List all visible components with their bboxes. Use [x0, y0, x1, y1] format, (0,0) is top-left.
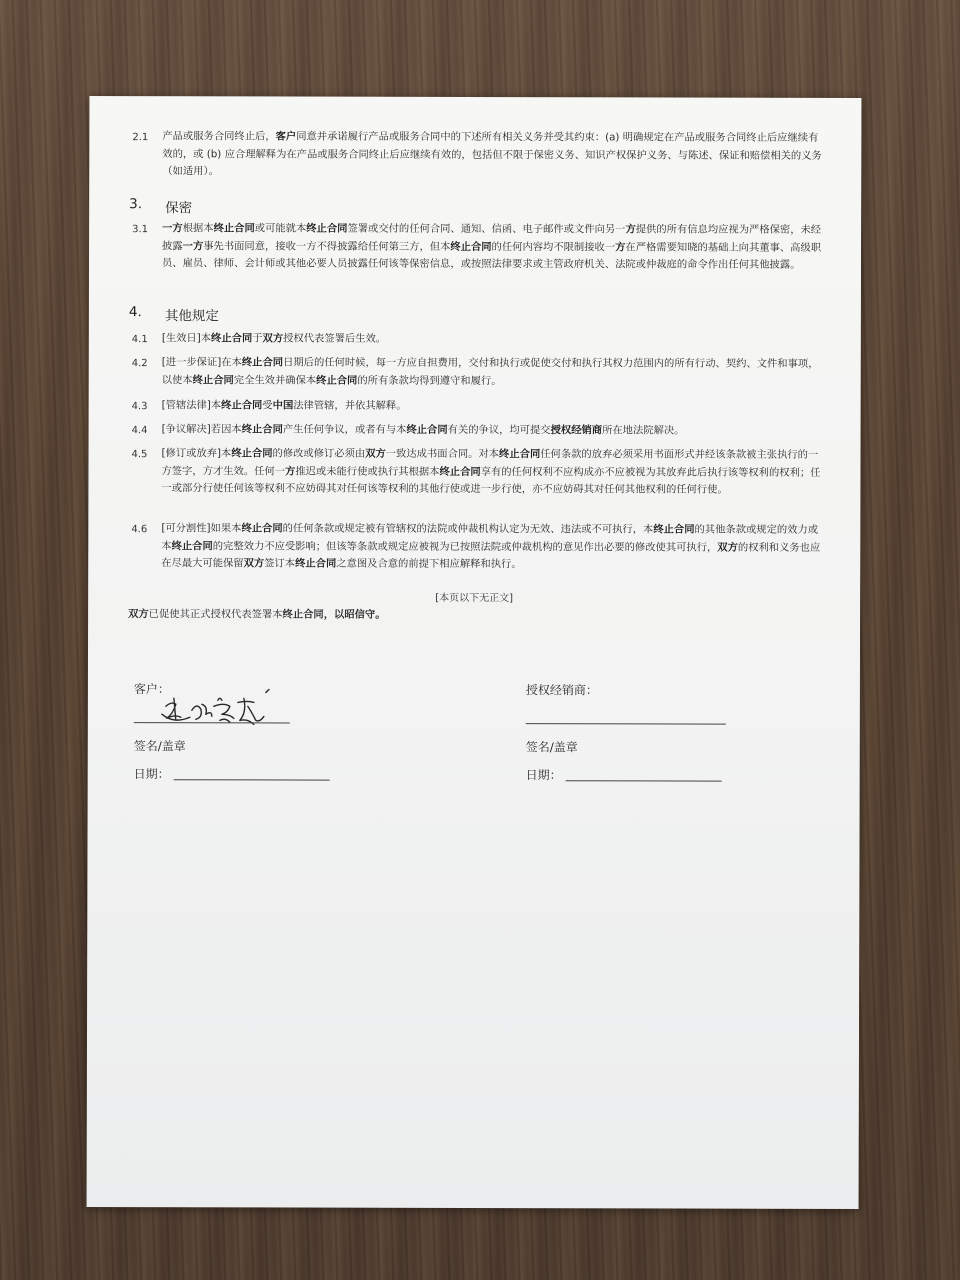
- emphasized-term: 终止合同: [295, 557, 337, 570]
- text-run: 已促使其正式授权代表签署本: [148, 608, 283, 621]
- text-run: [管辖法律]本: [161, 399, 222, 412]
- clause-4-6-text: [161, 520, 821, 574]
- text-run: [争议解决]若因本: [161, 423, 242, 436]
- emphasized-term: 方: [625, 223, 636, 236]
- emphasized-term: 终止合同，以昭信守。: [282, 608, 386, 621]
- dealer-label: 授权经销商：: [525, 683, 598, 698]
- closing-statement: [128, 605, 385, 621]
- text-run: [进一步保证]在本: [161, 356, 242, 369]
- clause-number-4-5: 4.5: [131, 449, 148, 461]
- emphasized-term: 终止合同: [192, 373, 234, 386]
- text-run: 提供的所有信息均应视为严格保密，未经披露: [162, 223, 822, 252]
- text-run: 于: [252, 332, 263, 345]
- emphasized-term: 方: [615, 240, 626, 253]
- customer-date-line: [174, 779, 330, 780]
- text-run: 的任何条款或规定被有管辖权的法院或仲裁机构认定为无效、违法或不可执行，本: [282, 522, 654, 536]
- text-run: [修订或放弃]本: [161, 447, 232, 460]
- section-3-title: 保密: [165, 200, 193, 217]
- text-run: 或可能就本: [254, 222, 307, 235]
- text-run: [生效日]本: [161, 332, 212, 345]
- customer-sign-seal-label: 签名/盖章: [133, 739, 186, 754]
- text-run: 签署或交付的任何合同、通知、信函、电子邮件或文件向另一: [347, 222, 626, 236]
- emphasized-term: 一方: [182, 239, 204, 252]
- text-run: 产品或服务合同终止后，: [162, 130, 276, 143]
- dealer-sign-seal-label: 签名/盖章: [525, 740, 578, 755]
- clause-4-2-text: [162, 354, 822, 391]
- text-run: 之意图及合意的前提下相应解释和执行。: [336, 557, 522, 571]
- emphasized-term: 终止合同: [211, 332, 253, 345]
- text-run: 在严格需要知晓的基础上向其董事、高级职员、雇员、律师、会计师或其他必要人员披露任何该等保密信息，或按照法律要求或主管政府机关、法院或仲裁庭的命令作出任何其他披露。: [162, 240, 822, 271]
- clause-number-2-1: 2.1: [132, 132, 149, 144]
- emphasized-term: 双方: [128, 608, 149, 621]
- text-run: 有关的争议，均可提交: [447, 423, 551, 437]
- emphasized-term: 终止合同: [231, 447, 273, 460]
- text-run: 所在地法院解决。: [602, 424, 685, 437]
- text-run: 一致达成书面合同。对本: [385, 447, 500, 461]
- section-4-title: 其他规定: [164, 308, 219, 325]
- emphasized-term: 方: [285, 465, 296, 478]
- emphasized-term: 终止合同: [241, 356, 284, 369]
- text-run: 的修改或修订必须由: [272, 447, 366, 460]
- text-run: 产生任何争议，或者有与本: [282, 423, 407, 436]
- text-run: 完全生效并确保本: [233, 373, 317, 387]
- emphasized-term: 终止合同: [241, 423, 283, 436]
- text-run: 的权利和义务也应在尽最大可能保留: [161, 541, 821, 570]
- emphasized-term: 双方: [262, 332, 284, 345]
- clause-number-4-1: 4.1: [131, 334, 148, 346]
- customer-date-label: 日期：: [133, 767, 170, 782]
- emphasized-term: 客户: [275, 130, 297, 143]
- text-run: 受: [262, 399, 273, 412]
- clause-number-4-4: 4.4: [131, 425, 148, 437]
- emphasized-term: 终止合同: [450, 240, 492, 253]
- dealer-date-label: 日期：: [525, 768, 562, 783]
- clause-4-5-text: [161, 445, 821, 499]
- clause-number-3-1: 3.1: [132, 224, 149, 236]
- section-4-number: 4.: [128, 304, 142, 321]
- emphasized-term: 终止合同: [653, 523, 695, 536]
- text-run: 签订本: [264, 557, 296, 570]
- emphasized-term: 授权经销商: [550, 424, 603, 437]
- clause-3-1-text: [162, 220, 822, 274]
- text-run: [可分割性]如果本: [161, 522, 242, 535]
- clause-4-3-text: [162, 397, 822, 416]
- text-run: 日期后的任何时候，每一方应自担费用，交付和执行或促使交付和执行其权力范围内的所有行动、契约、文件和事项，以使本: [161, 356, 819, 386]
- emphasized-term: 终止合同: [241, 522, 283, 535]
- text-run: 的所有条款均得到遵守和履行。: [357, 374, 502, 387]
- emphasized-term: 终止合同: [406, 423, 448, 436]
- text-run: 授权代表签署后生效。: [283, 332, 387, 345]
- emphasized-term: 双方: [717, 541, 738, 554]
- text-run: 的其他条款或规定的效力或本: [161, 523, 819, 552]
- emphasized-term: 终止合同: [316, 374, 358, 387]
- text-run: 推迟或未能行使或执行其根据本: [295, 465, 440, 478]
- clause-2-1-text: [162, 128, 822, 182]
- no-further-text-note: [本页以下无正文]: [435, 592, 514, 605]
- clause-4-1-text: [162, 330, 822, 349]
- emphasized-term: 终止合同: [499, 448, 541, 461]
- dealer-signature-line: [526, 723, 726, 725]
- dealer-date-line: [566, 780, 722, 781]
- document-page: [87, 96, 862, 1209]
- text-run: 的任何内容均不限制接收一: [491, 240, 616, 253]
- emphasized-term: 双方: [365, 447, 386, 460]
- emphasized-term: 终止合同: [439, 465, 481, 478]
- emphasized-term: 终止合同: [213, 222, 255, 235]
- text-run: 事先书面同意，接收一方不得披露给任何第三方，但本: [203, 239, 451, 253]
- emphasized-term: 中国: [272, 399, 294, 412]
- clause-number-4-3: 4.3: [131, 401, 148, 413]
- section-3-number: 3.: [129, 196, 143, 213]
- text-run: 同意并承诺履行产品或服务合同中的下述所有相关义务并受其约束：(a) 明确规定在产品或服务合同终止后应继续有效的，或 (b) 应合理解释为在产品或服务合同终止后应继续有效的，包括但不限于保密义务、知识产权保护义务、与陈述、保证和赔偿相关的义务（如适用）。: [162, 130, 822, 178]
- emphasized-term: 终止合同: [171, 539, 213, 552]
- emphasized-term: 一方: [162, 222, 183, 235]
- clause-number-4-6: 4.6: [131, 524, 148, 536]
- document-content: [87, 96, 862, 1209]
- clause-number-4-2: 4.2: [131, 358, 148, 370]
- customer-label: 客户：: [133, 682, 170, 697]
- text-run: 根据本: [182, 222, 214, 235]
- text-run: 的完整效力不应受影响；但该等条款或规定应被视为已按照法院或仲裁机构的意见作出必要的修改使其可执行，: [212, 539, 718, 554]
- customer-handwritten-signature: [132, 684, 292, 734]
- emphasized-term: 终止合同: [221, 399, 263, 412]
- clause-4-4-text: [162, 421, 822, 440]
- emphasized-term: 双方: [243, 557, 265, 570]
- text-run: 法律管辖，并依其解释。: [293, 399, 407, 412]
- emphasized-term: 终止合同: [306, 222, 348, 235]
- text-run: 任何条款的放弃必须采用书面形式并经该条款被主张执行的一方签字，方才生效。任何一: [161, 448, 819, 478]
- text-run: 享有的任何权利不应构成亦不应被视为其放弃此后执行该等权利的权利；任一或部分行使任何该等权利不应妨碍其对任何该等权利的其他行使或进一步行使，亦不应妨碍其对任何其他权利的任何行使。: [161, 465, 821, 496]
